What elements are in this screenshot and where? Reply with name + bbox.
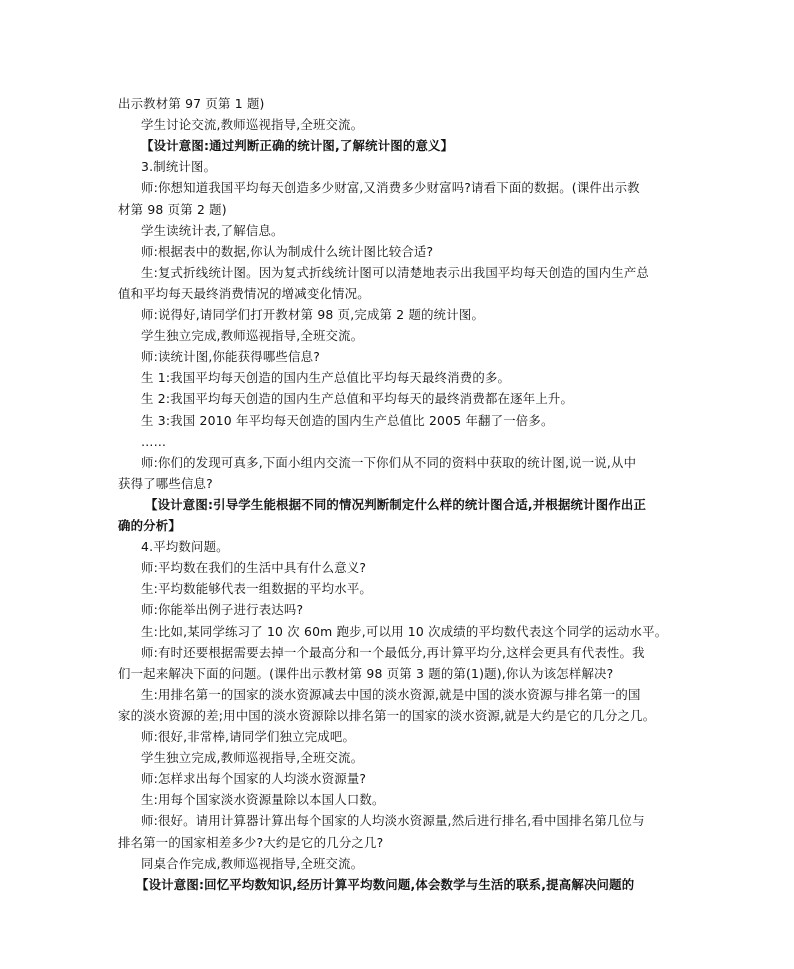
text-line: 值和平均每天最终消费情况的增减变化情况。 xyxy=(118,285,370,301)
text-line: 【设计意图:通过判断正确的统计图,了解统计图的意义】 xyxy=(141,138,454,154)
text-line: 师:根据表中的数据,你认为制成什么统计图比较合适? xyxy=(141,243,434,259)
text-line: 师:平均数在我们的生活中具有什么意义? xyxy=(141,560,367,576)
text-line: 获得了哪些信息? xyxy=(118,475,213,491)
text-line: 学生讨论交流,教师巡视指导,全班交流。 xyxy=(141,117,364,133)
text-line: 生:比如,某同学练习了 10 次 60m 跑步,可以用 10 次成绩的平均数代表这个同学的运动水平。 xyxy=(141,623,668,639)
text-line: 同桌合作完成,教师巡视指导,全班交流。 xyxy=(141,855,364,871)
text-line: 师:你们的发现可真多,下面小组内交流一下你们从不同的资料中获取的统计图,说一说,从中 xyxy=(141,454,637,470)
text-line: 出示教材第 97 页第 1 题) xyxy=(118,96,265,111)
text-line: 学生独立完成,教师巡视指导,全班交流。 xyxy=(141,328,364,344)
text-line: 们一起来解决下面的问题。(课件出示教材第 98 页第 3 题的第(1)题),你认为该怎样解决? xyxy=(118,665,614,681)
text-line: 生 1:我国平均每天创造的国内生产总值比平均每天最终消费的多。 xyxy=(141,370,511,386)
text-line: 师:怎样求出每个国家的人均淡水资源量? xyxy=(141,771,367,787)
text-line: 3.制统计图。 xyxy=(141,159,217,175)
text-line: 生:用每个国家淡水资源量除以本国人口数。 xyxy=(141,792,385,808)
text-line: 师:很好,非常棒,请同学们独立完成吧。 xyxy=(141,729,356,744)
text-line: 师:很好。请用计算器计算出每个国家的人均淡水资源量,然后进行排名,看中国排名第几位与 xyxy=(141,813,645,829)
text-line: 生:用排名第一的国家的淡水资源减去中国的淡水资源,就是中国的淡水资源与排名第一的国 xyxy=(141,686,641,702)
text-line: 学生读统计表,了解信息。 xyxy=(141,222,284,238)
text-line: 生:平均数能够代表一组数据的平均水平。 xyxy=(141,581,373,597)
text-line: 师:说得好,请同学们打开教材第 98 页,完成第 2 题的统计图。 xyxy=(141,307,485,322)
text-line: 师:读统计图,你能获得哪些信息? xyxy=(141,349,320,365)
text-line: 生:复式折线统计图。因为复式折线统计图可以清楚地表示出我国平均每天创造的国内生产总 xyxy=(141,264,649,280)
text-line: 师:你能举出例子进行表达吗? xyxy=(141,602,304,618)
text-line: 确的分析】 xyxy=(118,518,181,533)
text-line: 4.平均数问题。 xyxy=(141,539,229,555)
text-line: 生 2:我国平均每天创造的国内生产总值和平均每天的最终消费都在逐年上升。 xyxy=(141,391,574,407)
text-line: …… xyxy=(141,433,167,449)
text-line: 材第 98 页第 2 题) xyxy=(118,201,227,217)
text-line: 师:有时还要根据需要去掉一个最高分和一个最低分,再计算平均分,这样会更具有代表性。我 xyxy=(141,644,645,660)
text-line: 师:你想知道我国平均每天创造多少财富,又消费多少财富吗?请看下面的数据。(课件出示教 xyxy=(141,180,640,196)
text-line: 学生独立完成,教师巡视指导,全班交流。 xyxy=(141,750,364,766)
text-line: 家的淡水资源的差;用中国的淡水资源除以排名第一的国家的淡水资源,就是大约是它的几分之几。 xyxy=(118,707,656,723)
text-line: 【设计意图:引导学生能根据不同的情况判断制定什么样的统计图合适,并根据统计图作出正 xyxy=(145,496,647,512)
text-line: 排名第一的国家相差多少?大约是它的几分之几? xyxy=(118,834,384,850)
text-line: 【设计意图:回忆平均数知识,经历计算平均数问题,体会数学与生活的联系,提高解决问题的 xyxy=(136,876,635,892)
text-line: 生 3:我国 2010 年平均每天创造的国内生产总值比 2005 年翻了一倍多。 xyxy=(141,412,554,428)
